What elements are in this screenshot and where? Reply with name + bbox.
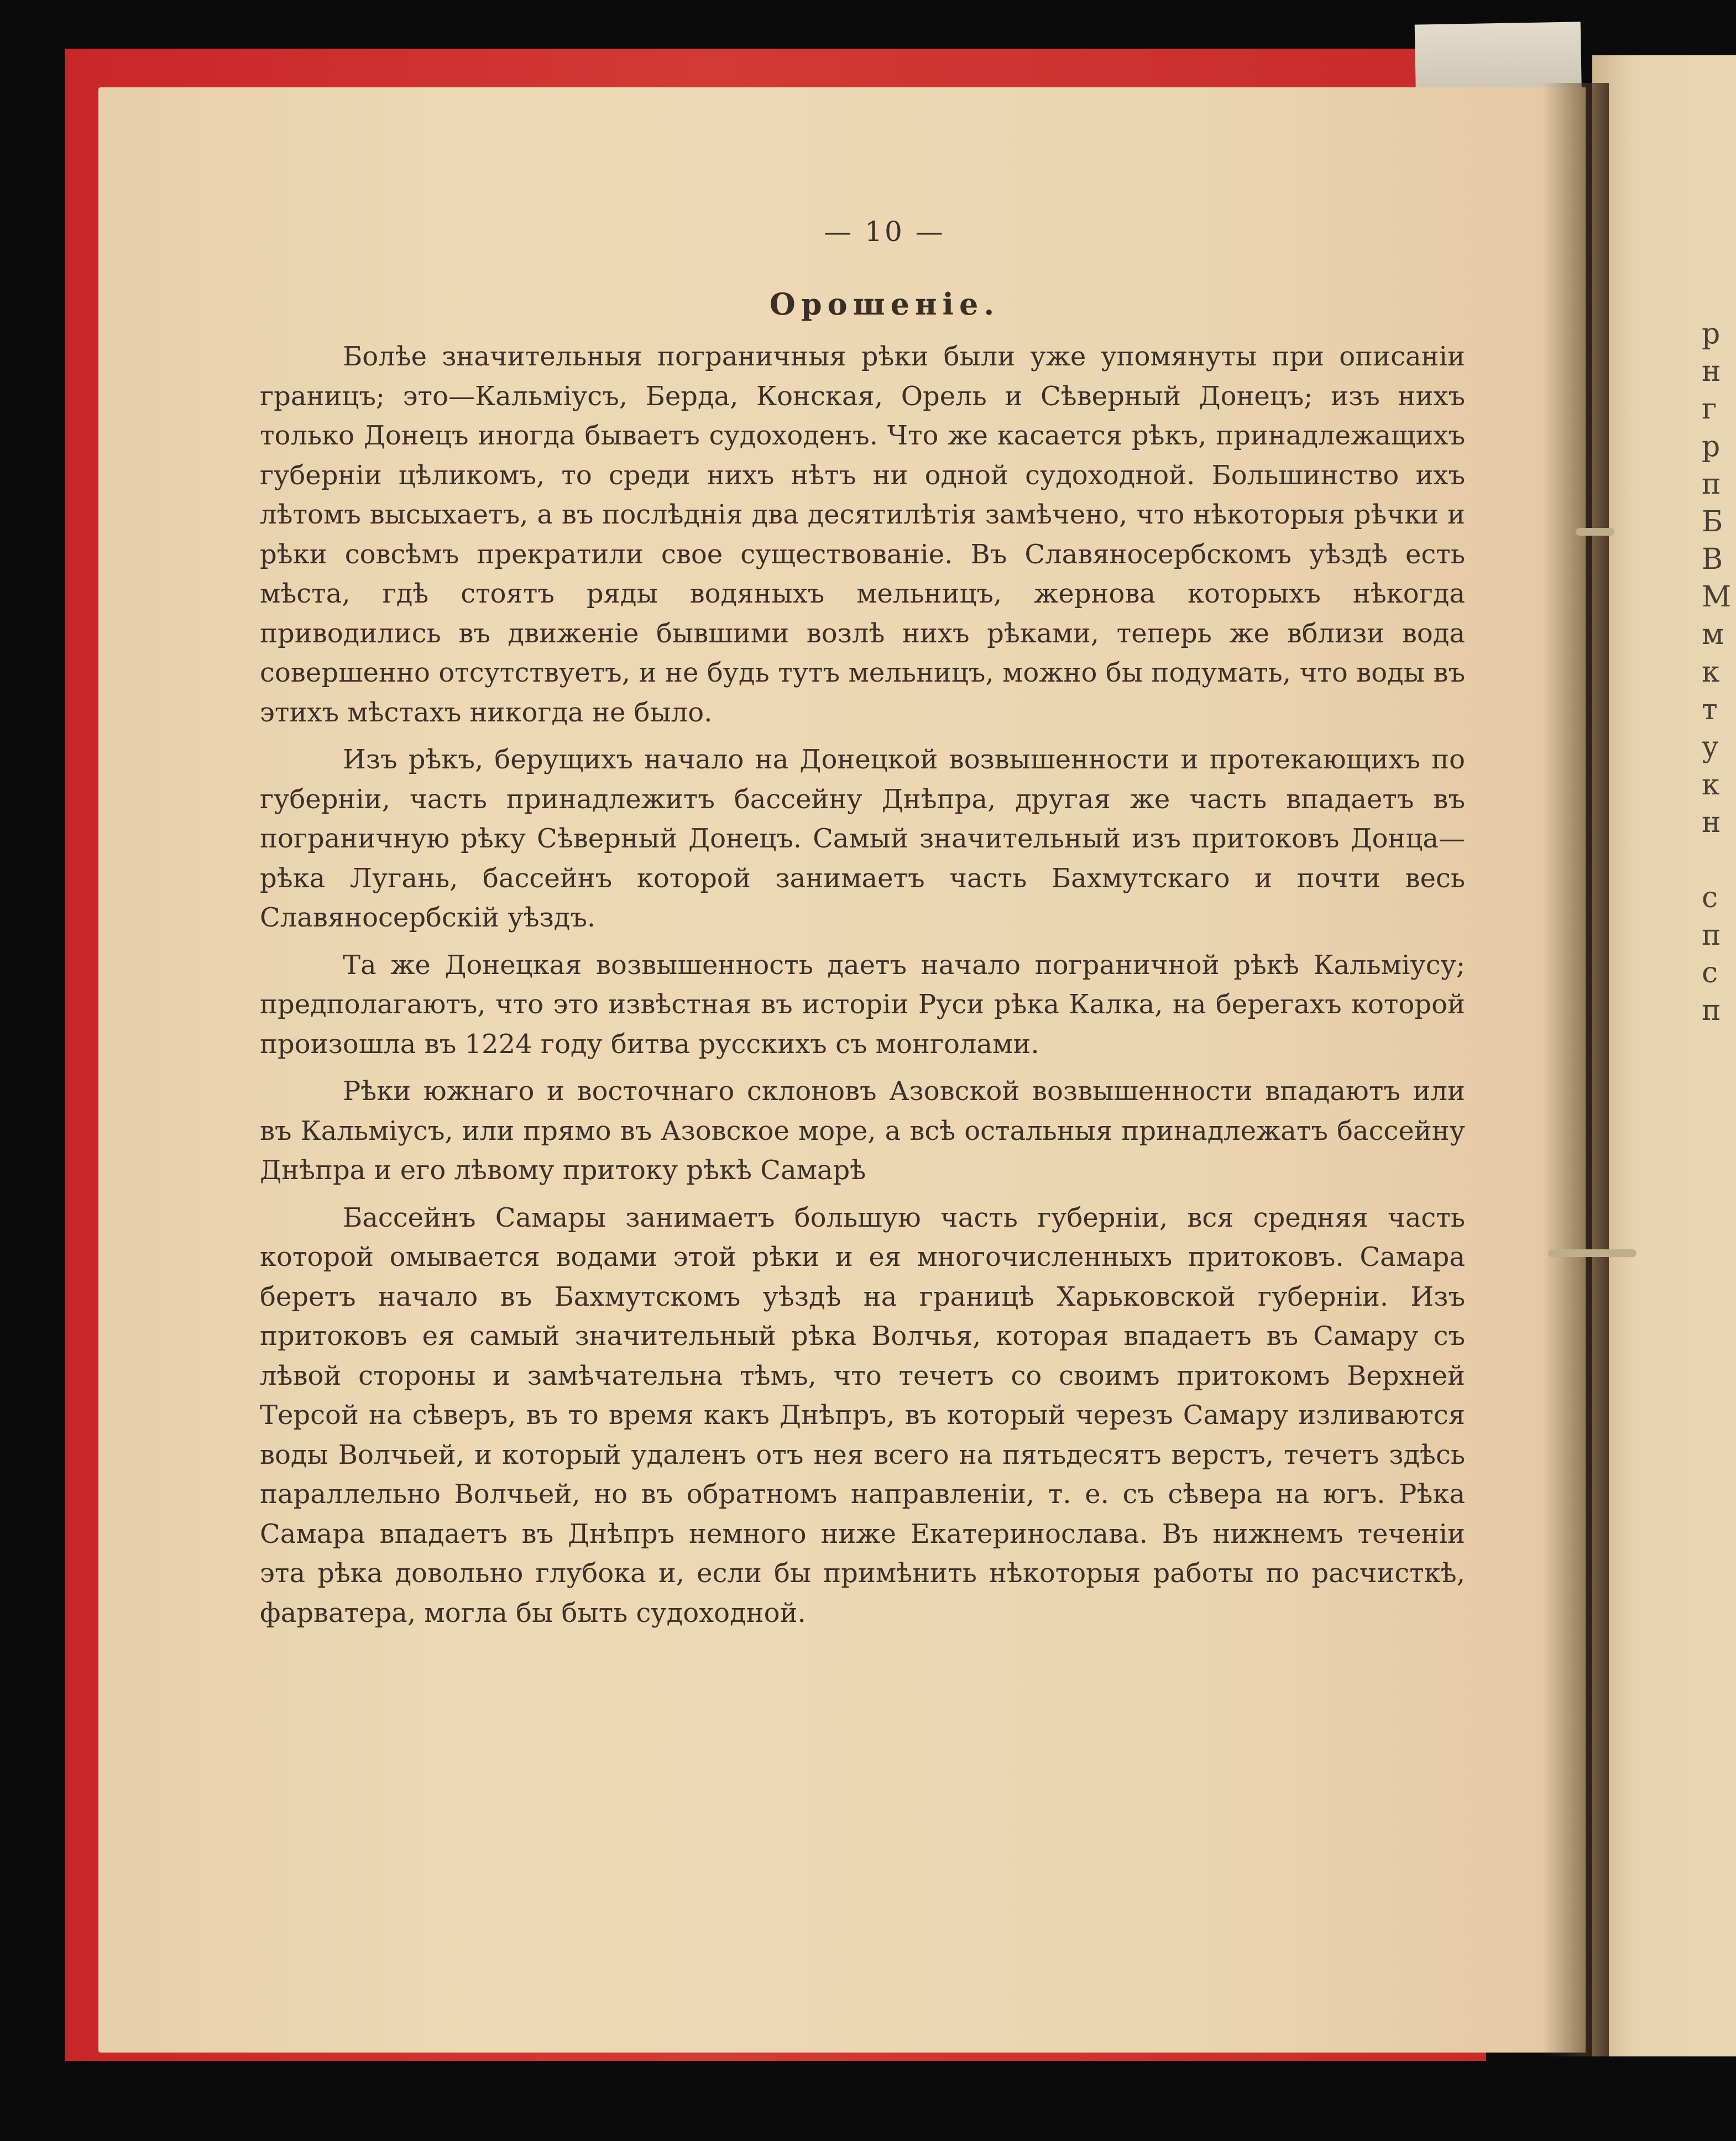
right-page-letter: г <box>1702 392 1717 426</box>
right-page-letter: с <box>1702 881 1718 914</box>
right-page-letter: н <box>1702 355 1721 388</box>
right-page-letter: п <box>1702 994 1721 1027</box>
paragraph: Та же Донецкая возвышенность даетъ начало пограничной рѣкѣ Кальмiусу; предполагаютъ, что это извѣстная въ исторiи Руси рѣка Калка, на берегахъ которой произошла въ 1224 году битва русскихъ съ монголами. <box>260 949 1465 1060</box>
right-page-letter <box>1702 841 1729 879</box>
right-page-letter: м <box>1702 618 1724 651</box>
page-gutter <box>1542 83 1609 2056</box>
right-page-letter: Б <box>1702 505 1723 538</box>
right-page-letter: п <box>1702 468 1721 501</box>
paragraph: Болѣе значительныя пограничныя рѣки были уже упомянуты при описанiи границъ; это—Кальмiусъ, Берда, Конская, Орель и Сѣверный Донецъ; изъ нихъ только Донецъ иногда бываетъ судоходенъ. Что же касается рѣкъ, принадлежащихъ губернiи цѣликомъ, то среди нихъ нѣтъ ни одной судоходной. Большинство ихъ лѣтомъ высыхаетъ, а въ послѣднiя два десятилѣтiя замѣчено, что нѣкоторыя рѣчки и рѣки совсѣмъ прекратили свое существованiе. Въ Славяносербскомъ уѣздѣ есть мѣста, гдѣ стоятъ ряды водяныхъ мельницъ, жернова которыхъ нѣкогда приводились въ движенiе бывшими возлѣ нихъ рѣками, теперь же вблизи вода совершенно отсутствуетъ, и не будь тутъ мельницъ, можно бы подумать, что воды въ этихъ мѣстахъ никогда не было. <box>260 341 1465 728</box>
right-page-letter: н <box>1702 806 1721 839</box>
paragraph: Рѣки южнаго и восточнаго склоновъ Азовской возвышенности впадаютъ или въ Кальмiусъ, или прямо въ Азовское море, а всѣ остальныя принадлежатъ бассейну Днѣпра и его лѣвому притоку рѣкѣ Самарѣ <box>260 1076 1465 1186</box>
right-page-letter: у <box>1702 731 1719 764</box>
section-title: Орошенiе. <box>769 286 1000 322</box>
right-page-letter: п <box>1702 919 1721 952</box>
right-page-letter: р <box>1702 317 1721 350</box>
binding-thread <box>1548 1249 1636 1257</box>
paragraph: Бассейнъ Самары занимаетъ большую часть губернiи, вся средняя часть которой омывается водами этой рѣки и ея многочисленныхъ притоковъ. Самара беретъ начало въ Бахмутскомъ уѣздѣ на границѣ Харьковской губернiи. Изъ притоковъ ея самый значительный рѣка Волчья, которая впадаетъ въ Самару съ лѣвой стороны и замѣчательна тѣмъ, что течетъ со своимъ притокомъ Верхней Терсой на сѣверъ, въ то время какъ Днѣпръ, въ который черезъ Самару изливаются воды Волчьей, и который удаленъ отъ нея всего на пятьдесятъ верстъ, течетъ здѣсь параллельно Волчьей, но въ обратномъ направленiи, т. е. съ сѣвера на югъ. Рѣка Самара впадаетъ въ Днѣпръ немного ниже Екатеринослава. Въ нижнемъ теченiи эта рѣка довольно глубока и, если бы примѣнить нѣкоторыя работы по расчисткѣ, фарватера, могла бы быть судоходной. <box>260 1202 1465 1629</box>
right-page-letters <box>1702 315 1732 1029</box>
binding-thread <box>1576 528 1614 536</box>
right-page-letter: М <box>1702 580 1732 614</box>
right-page-letter: к <box>1702 768 1720 802</box>
right-page-letter: р <box>1702 430 1721 463</box>
right-page-letter: к <box>1702 656 1720 689</box>
page-number: — 10 — <box>824 216 945 248</box>
right-page-letter: с <box>1702 956 1718 990</box>
right-page-letter: В <box>1702 543 1723 576</box>
paragraph: Изъ рѣкъ, берущихъ начало на Донецкой возвышенности и протекающихъ по губернiи, часть принадлежитъ бассейну Днѣпра, другая же часть впадаетъ въ пограничную рѣку Сѣверный Донецъ. Самый значительный изъ притоковъ Донца—рѣка Лугань, бассейнъ которой занимаетъ часть Бахмутскаго и почти весь Славяносербскiй уѣздъ. <box>260 744 1465 933</box>
right-page-letter: т <box>1702 693 1718 726</box>
body-text <box>260 337 1465 1641</box>
